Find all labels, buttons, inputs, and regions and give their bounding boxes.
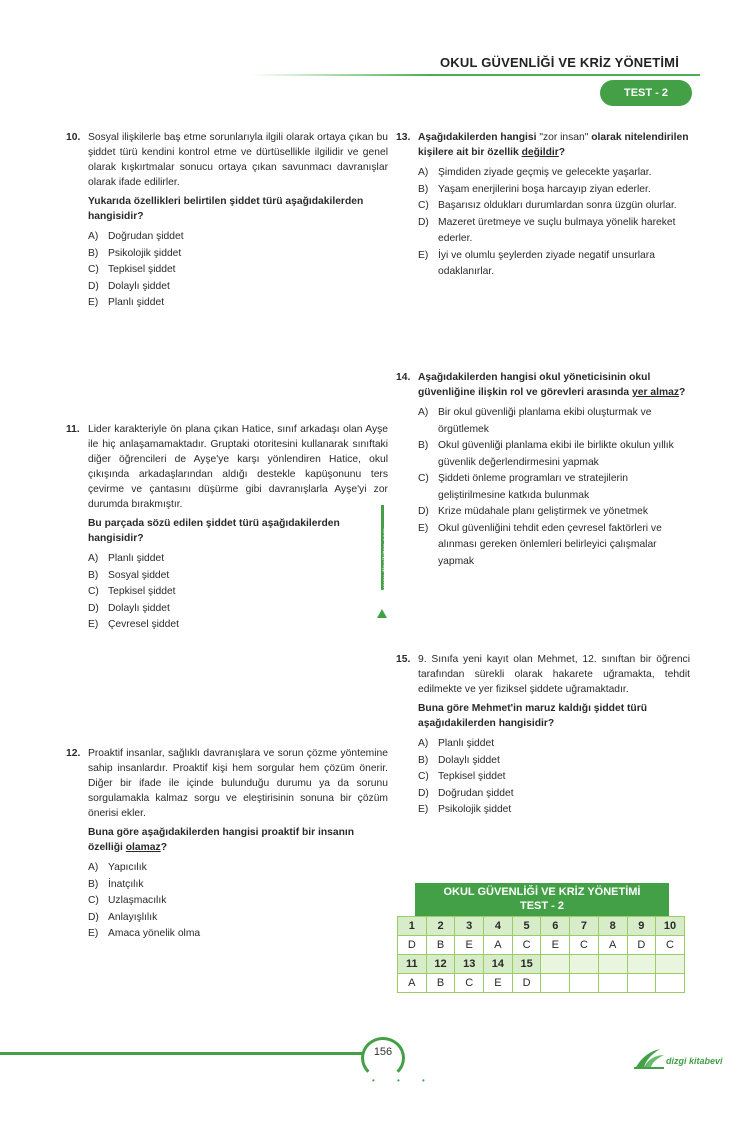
header-title: OKUL GÜVENLİĞİ VE KRİZ YÖNETİMİ: [440, 55, 680, 70]
question-text: Proaktif insanlar, sağlıklı davranışlara ve sorun çözme yöntemine sahip insanlardır. Proaktif kişi hem sorgular hem çözüm önerir. Diğer bir ifade ile içinde bulunduğu durumu ya da sorunu sorgulamakla kalmaz sorgu ve eleştirisinin sonuna bir çözüm önerisi ekler.: [88, 748, 388, 819]
key-num: 11: [398, 955, 427, 974]
option-e[interactable]: E) İyi ve olumlu şeylerden ziyade negatif unsurlara odaklanırlar.: [418, 249, 655, 277]
key-num: 14: [484, 955, 513, 974]
answer-key-row-numbers-1: [398, 917, 685, 936]
key-num: 4: [484, 917, 513, 936]
question-stem: Yukarıda özellikleri belirtilen şiddet türü aşağıdakilerden hangisidir?: [88, 196, 364, 222]
question-11: [66, 422, 388, 634]
options: [418, 736, 690, 819]
page-number-arc: [361, 1037, 405, 1079]
key-answer: C: [512, 936, 541, 955]
option-b[interactable]: B) Dolaylı şiddet: [418, 754, 500, 766]
option-c[interactable]: C) Şiddeti önleme programları ve stratejilerin geliştirilmesine katkıda bulunmak: [418, 473, 629, 501]
question-10: [66, 130, 388, 312]
option-c[interactable]: C) Tepkisel şiddet: [88, 586, 176, 597]
option-d[interactable]: D) Mazeret üretmeye ve suçlu bulmaya yönelik hareket ederler.: [418, 216, 676, 244]
answer-key-row-answers-1: [398, 936, 685, 955]
option-b[interactable]: B) Yaşam enerjilerini boşa harcayıp ziyan ederler.: [418, 183, 651, 195]
answer-key-title: OKUL GÜVENLİĞİ VE KRİZ YÖNETİMİ TEST - 2: [415, 883, 669, 916]
question-stem: Buna göre aşağıdakilerden hangisi proaktif bir insanın özelliği olamaz?: [88, 827, 355, 853]
question-14: [396, 370, 690, 570]
option-e[interactable]: E) Amaca yönelik olma: [88, 928, 201, 939]
options: [88, 551, 388, 634]
question-number: 13.: [396, 132, 411, 143]
answer-key-row-numbers-2: [398, 955, 685, 974]
key-num: 5: [512, 917, 541, 936]
option-c[interactable]: C) Uzlaşmacılık: [88, 895, 167, 906]
question-stem: Aşağıdakilerden hangisi okul yöneticisinin okul güvenliğine ilişkin rol ve görevleri arasında yer almaz?: [418, 372, 686, 398]
up-arrow-icon: [377, 609, 387, 618]
key-answer: C: [570, 936, 599, 955]
key-answer: C: [455, 974, 484, 993]
question-text: 9. Sınıfa yeni kayıt olan Mehmet, 12. sınıftan bir öğrenci tarafından sürekli olarak hakarete uğramakta, tehdit edilmekte ve yer fiziksel şiddete uğramaktadır.: [418, 654, 690, 695]
option-a[interactable]: A) Şimdiden ziyade geçmiş ve gelecekte yaşarlar.: [418, 167, 652, 178]
key-num: 13: [455, 955, 484, 974]
question-number: 11.: [66, 424, 80, 435]
question-text: Lider karakteriyle ön plana çıkan Hatice, sınıf arkadaşı olan Ayşe ile hiç anlaşamamaktadır. Gruptaki otoritesini kullanarak sınıftaki diğer öğrencileri de Ayşe'ye karşı yönlendiren Hatice, okul çıkışında arkadaşlarından aldığı destekle kapüşonunu ters çevirme ve çantasını düşürme gibi davranışlarla Ayşe'yi zor durumda bırakmıştır.: [88, 424, 388, 510]
key-answer: D: [512, 974, 541, 993]
question-number: 15.: [396, 654, 411, 665]
side-website-text: www.dizgikitap.com: [382, 528, 389, 590]
question-text: Sosyal ilişkilerle baş etme sorunlarıyla ilgili olarak ortaya çıkan bu şiddet türü kendini kontrol etme ve dürtüsellikle ilgilidir ve genel olarak kışkırtmalar sonucu ortaya çıkan savunmacı davranışlar olarak ifade edilirler.: [88, 132, 388, 188]
key-answer: E: [541, 936, 570, 955]
key-answer: A: [598, 936, 627, 955]
publisher-logo-text: dizgi kitabevi: [666, 1056, 723, 1066]
key-num: 6: [541, 917, 570, 936]
option-e[interactable]: E) Okul güvenliğini tehdit eden çevresel faktörleri ve alınması gereken önlemleri belirleyici çalışmalar yapmak: [418, 522, 662, 567]
options: [418, 405, 690, 570]
options: [88, 229, 388, 312]
option-a[interactable]: A) Doğrudan şiddet: [88, 231, 184, 242]
key-num: 1: [398, 917, 427, 936]
options: [88, 860, 388, 943]
key-answer: E: [455, 936, 484, 955]
option-c[interactable]: C) Başarısız oldukları durumlardan sonra üzgün olurlar.: [418, 200, 677, 211]
test-badge: TEST - 2: [600, 80, 692, 106]
option-d[interactable]: D) Dolaylı şiddet: [88, 280, 170, 292]
option-d[interactable]: D) Doğrudan şiddet: [418, 787, 514, 799]
question-13: [396, 130, 690, 281]
answer-key-table: [397, 916, 685, 993]
option-a[interactable]: A) Yapıcılık: [88, 862, 147, 873]
key-num: 12: [426, 955, 455, 974]
key-num: 7: [570, 917, 599, 936]
option-a[interactable]: A) Bir okul güvenliği planlama ekibi oluşturmak ve örgütlemek: [418, 407, 652, 435]
option-a[interactable]: A) Planlı şiddet: [418, 738, 495, 749]
footer-dots: • • •: [372, 1076, 435, 1085]
question-number: 14.: [396, 372, 411, 383]
option-c[interactable]: C) Tepkisel şiddet: [418, 771, 506, 782]
key-answer: E: [484, 974, 513, 993]
header-divider: [250, 74, 700, 76]
option-b[interactable]: B) Psikolojik şiddet: [88, 247, 182, 259]
page-number: 156: [373, 1046, 393, 1058]
question-12: [66, 746, 388, 943]
option-d[interactable]: D) Dolaylı şiddet: [88, 602, 170, 614]
footer-line: [0, 1052, 362, 1055]
key-num: 15: [512, 955, 541, 974]
key-answer: A: [484, 936, 513, 955]
question-15: [396, 652, 690, 819]
option-e[interactable]: E) Planlı şiddet: [88, 297, 165, 308]
option-d[interactable]: D) Krize müdahale planı geliştirmek ve yönetmek: [418, 506, 649, 517]
key-answer: A: [398, 974, 427, 993]
question-stem: Bu parçada sözü edilen şiddet türü aşağıdakilerden hangisidir?: [88, 518, 340, 544]
option-b[interactable]: B) Okul güvenliği planlama ekibi ile birlikte okulun yıllık güvenlik değerlendirmesini yapmak: [418, 440, 674, 468]
option-c[interactable]: C) Tepkisel şiddet: [88, 264, 176, 275]
question-number: 10.: [66, 132, 81, 143]
option-e[interactable]: E) Çevresel şiddet: [88, 619, 179, 630]
key-num: 8: [598, 917, 627, 936]
key-answer: C: [656, 936, 685, 955]
question-number: 12.: [66, 748, 81, 759]
question-stem: Aşağıdakilerden hangisi "zor insan" olarak nitelendirilen kişilere ait bir özellik değildir?: [418, 132, 689, 158]
key-num: 10: [656, 917, 685, 936]
key-answer: D: [398, 936, 427, 955]
key-num: 9: [627, 917, 656, 936]
key-num: 2: [426, 917, 455, 936]
key-answer: B: [426, 936, 455, 955]
question-stem: Buna göre Mehmet'in maruz kaldığı şiddet türü aşağıdakilerden hangisidir?: [418, 703, 648, 729]
option-a[interactable]: A) Planlı şiddet: [88, 553, 165, 564]
answer-key-row-answers-2: [398, 974, 685, 993]
option-b[interactable]: B) Sosyal şiddet: [88, 569, 170, 581]
option-d[interactable]: D) Anlayışlılık: [88, 911, 158, 923]
option-b[interactable]: B) İnatçılık: [88, 878, 144, 890]
key-answer: B: [426, 974, 455, 993]
key-answer: D: [627, 936, 656, 955]
options: [418, 165, 690, 281]
key-num: 3: [455, 917, 484, 936]
option-e[interactable]: E) Psikolojik şiddet: [418, 804, 512, 815]
